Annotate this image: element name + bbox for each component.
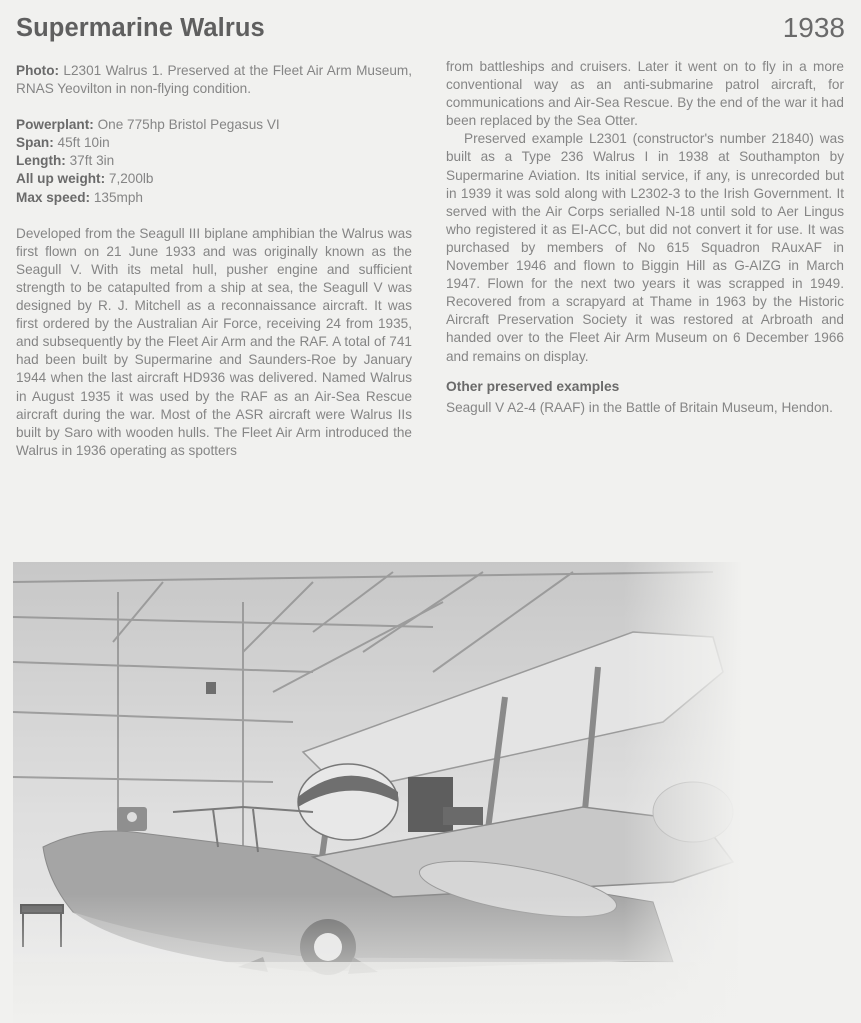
spec-value: 45ft 10in <box>53 135 110 151</box>
left-column <box>16 62 412 460</box>
walrus-photo-illustration <box>13 562 861 1023</box>
year-label: 1938 <box>782 12 845 43</box>
photo-caption <box>16 62 412 98</box>
photo-caption-text: L2301 Walrus 1. Preserved at the Fleet Air Arm Museum, RNAS Yeovilton in non-flying condition. <box>16 63 412 97</box>
spec-max-speed <box>16 189 412 207</box>
spec-list <box>16 116 412 206</box>
other-examples-text: Seagull V A2-4 (RAAF) in the Battle of Britain Museum, Hendon. <box>446 399 833 415</box>
spec-label: Span: <box>16 135 54 151</box>
other-examples-heading: Other preserved examples <box>446 378 620 394</box>
spec-length <box>16 152 412 170</box>
spec-label: Max speed: <box>16 189 91 205</box>
photo-caption-label: Photo: <box>16 63 60 78</box>
spec-value: 37ft 3in <box>65 153 115 169</box>
spec-label: All up weight: <box>16 171 106 187</box>
right-column <box>446 58 844 417</box>
preserved-paragraph: Preserved example L2301 (constructor's number 21840) was built as a Type 236 Walrus I in 1938 at Southampton by Supermarine Aviation. Its initial service, if any, is unrecorded but in 1939 it was sold along with L2302-3 to the Irish Government. It served with the Air Corps serialled N-18 until sold to Aer Lingus who registered it as EI-ACC, but did not convert it for use. It was purchased by members of No 615 Squadron RAuxAF in November 1946 and flown to Biggin Hill as G-AIZG in March 1947. Flown for the next two years it was scrapped in 1949. Recovered from a scrapyard at Thame in 1963 by the Historic Aircraft Preservation Society it was restored at Arbroath and handed over to the Fleet Air Arm Museum on 6 December 1966 and remains on display. <box>446 131 844 364</box>
spec-label: Length: <box>16 153 66 169</box>
spec-value: 7,200lb <box>105 171 154 187</box>
spec-weight <box>16 170 412 188</box>
spec-label: Powerplant: <box>16 117 94 133</box>
spec-span <box>16 134 412 152</box>
aircraft-photo <box>13 562 861 1023</box>
history-paragraph: Developed from the Seagull III biplane amphibian the Walrus was first flown on 21 June 1933 and was originally known as the Seagull V. With its metal hull, pusher engine and sufficient strength to be catapulted from a ship at sea, the Seagull V was designed by R. J. Mitchell as a reconnaissance aircraft. It was first ordered by the Australian Air Force, receiving 24 from 1935, and subsequently by the Fleet Air Arm and the RAF. A total of 741 had been built by Supermarine and Saunders-Roe by January 1944 when the last aircraft HD936 was delivered. Named Walrus in August 1935 it was used by the RAF as an Air-Sea Rescue aircraft during the war. Most of the ASR aircraft were Walrus IIs built by Saro with wooden hulls. The Fleet Air Arm introduced the Walrus in 1936 operating as spotters <box>16 225 412 458</box>
page-title: Supermarine Walrus <box>16 14 265 42</box>
spec-value: 135mph <box>90 189 143 205</box>
spec-powerplant <box>16 116 412 134</box>
spec-value: One 775hp Bristol Pegasus VI <box>93 117 280 133</box>
history-paragraph-continued: from battleships and cruisers. Later it went on to fly in a more conventional way as an anti-submarine patrol aircraft, for communications and Air-Sea Rescue. By the end of the war it had been replaced by the Sea Otter. <box>446 59 844 129</box>
